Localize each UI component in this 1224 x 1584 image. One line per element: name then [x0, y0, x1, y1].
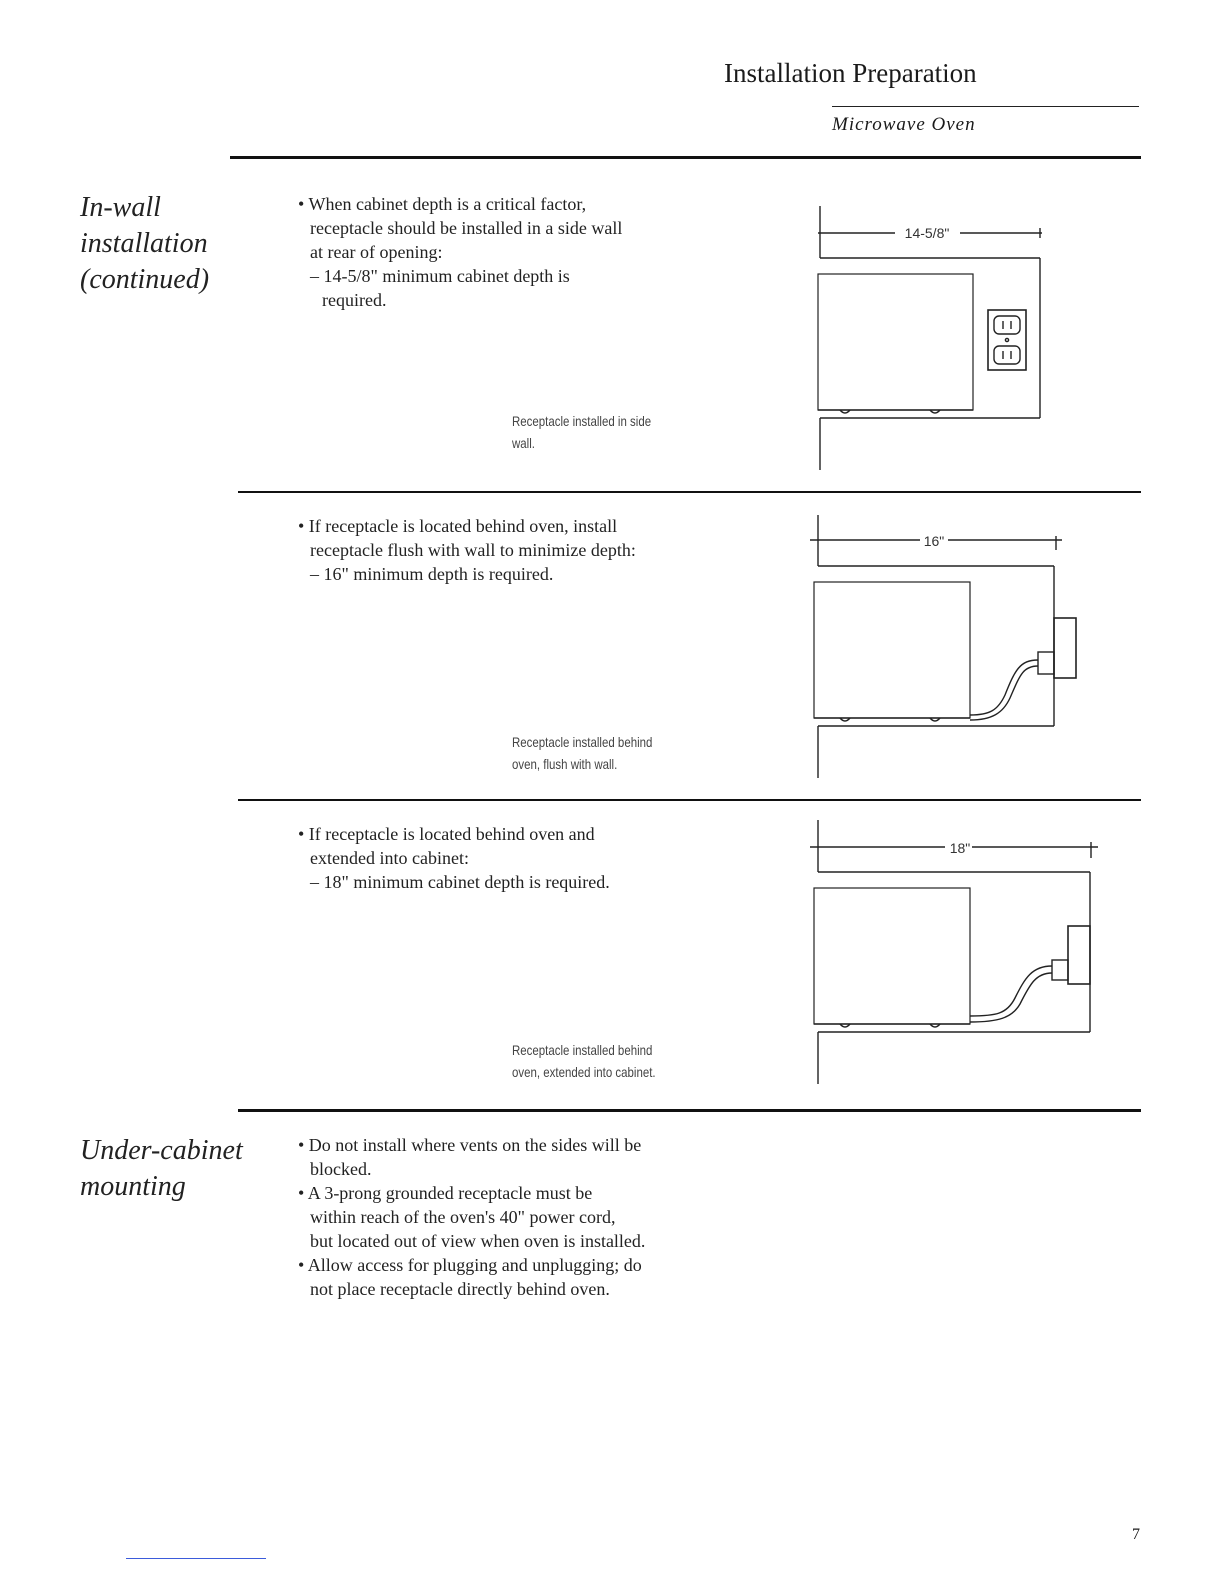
text-line: not place receptacle directly behind oven. [310, 1279, 610, 1299]
footer-link-underline [126, 1558, 266, 1559]
caption-line: oven, flush with wall. [512, 756, 618, 772]
text-line: • If receptacle is located behind oven and [298, 824, 595, 844]
undercabinet-heading [80, 1133, 243, 1205]
section-divider-2 [238, 799, 1141, 801]
text-line: but located out of view when oven is installed. [310, 1231, 646, 1251]
inwall-block2-text [298, 514, 738, 586]
heading-line: (continued) [80, 264, 210, 295]
page-title: Installation Preparation [724, 58, 977, 88]
heading-line: installation [80, 228, 208, 259]
dimension-label: 16" [923, 533, 945, 549]
inwall-block1-text [298, 192, 728, 312]
text-line: receptacle flush with wall to minimize depth: [310, 540, 636, 560]
text-line: • Allow access for plugging and unplugging; do [298, 1255, 642, 1275]
section-divider-3 [238, 1109, 1141, 1112]
text-line: – 14-5/8" minimum cabinet depth is [310, 266, 570, 286]
caption-line: Receptacle installed in side [512, 413, 652, 429]
text-line: • When cabinet depth is a critical factor, [298, 194, 587, 214]
inwall-heading [80, 190, 209, 298]
heading-line: mounting [80, 1171, 186, 1202]
diagram-side-wall-receptacle [800, 196, 1060, 476]
figure-caption-2 [512, 731, 652, 775]
section-divider-top [230, 156, 1141, 159]
text-line: within reach of the oven's 40" power cord, [310, 1207, 616, 1227]
text-line: • If receptacle is located behind oven, install [298, 516, 618, 536]
text-line: – 16" minimum depth is required. [310, 564, 554, 584]
diagram-behind-oven-flush [800, 510, 1090, 780]
undercabinet-text [298, 1133, 748, 1301]
text-line: required. [322, 290, 387, 310]
caption-line: Receptacle installed behind [512, 734, 653, 750]
page-subtitle: Microwave Oven [832, 114, 976, 135]
section-divider-1 [238, 491, 1141, 493]
figure-caption-3 [512, 1039, 656, 1083]
caption-line: Receptacle installed behind [512, 1042, 653, 1058]
page-number: 7 [1132, 1526, 1140, 1543]
caption-line: oven, extended into cabinet. [512, 1064, 656, 1080]
diagram-behind-oven-extended [800, 818, 1110, 1088]
text-line: receptacle should be installed in a side wall [310, 218, 623, 238]
text-line: blocked. [310, 1159, 372, 1179]
inwall-block3-text [298, 822, 738, 894]
figure-caption-1 [512, 410, 651, 454]
text-line: • Do not install where vents on the sides will be [298, 1135, 642, 1155]
text-line: at rear of opening: [310, 242, 443, 262]
text-line: extended into cabinet: [310, 848, 469, 868]
heading-line: Under-cabinet [80, 1135, 243, 1166]
text-line: • A 3-prong grounded receptacle must be [298, 1183, 593, 1203]
text-line: – 18" minimum cabinet depth is required. [310, 872, 610, 892]
caption-line: wall. [512, 435, 535, 451]
dimension-label: 18" [949, 840, 971, 856]
heading-line: In-wall [80, 192, 161, 223]
header-rule [832, 106, 1139, 107]
dimension-label: 14-5/8" [904, 225, 950, 241]
